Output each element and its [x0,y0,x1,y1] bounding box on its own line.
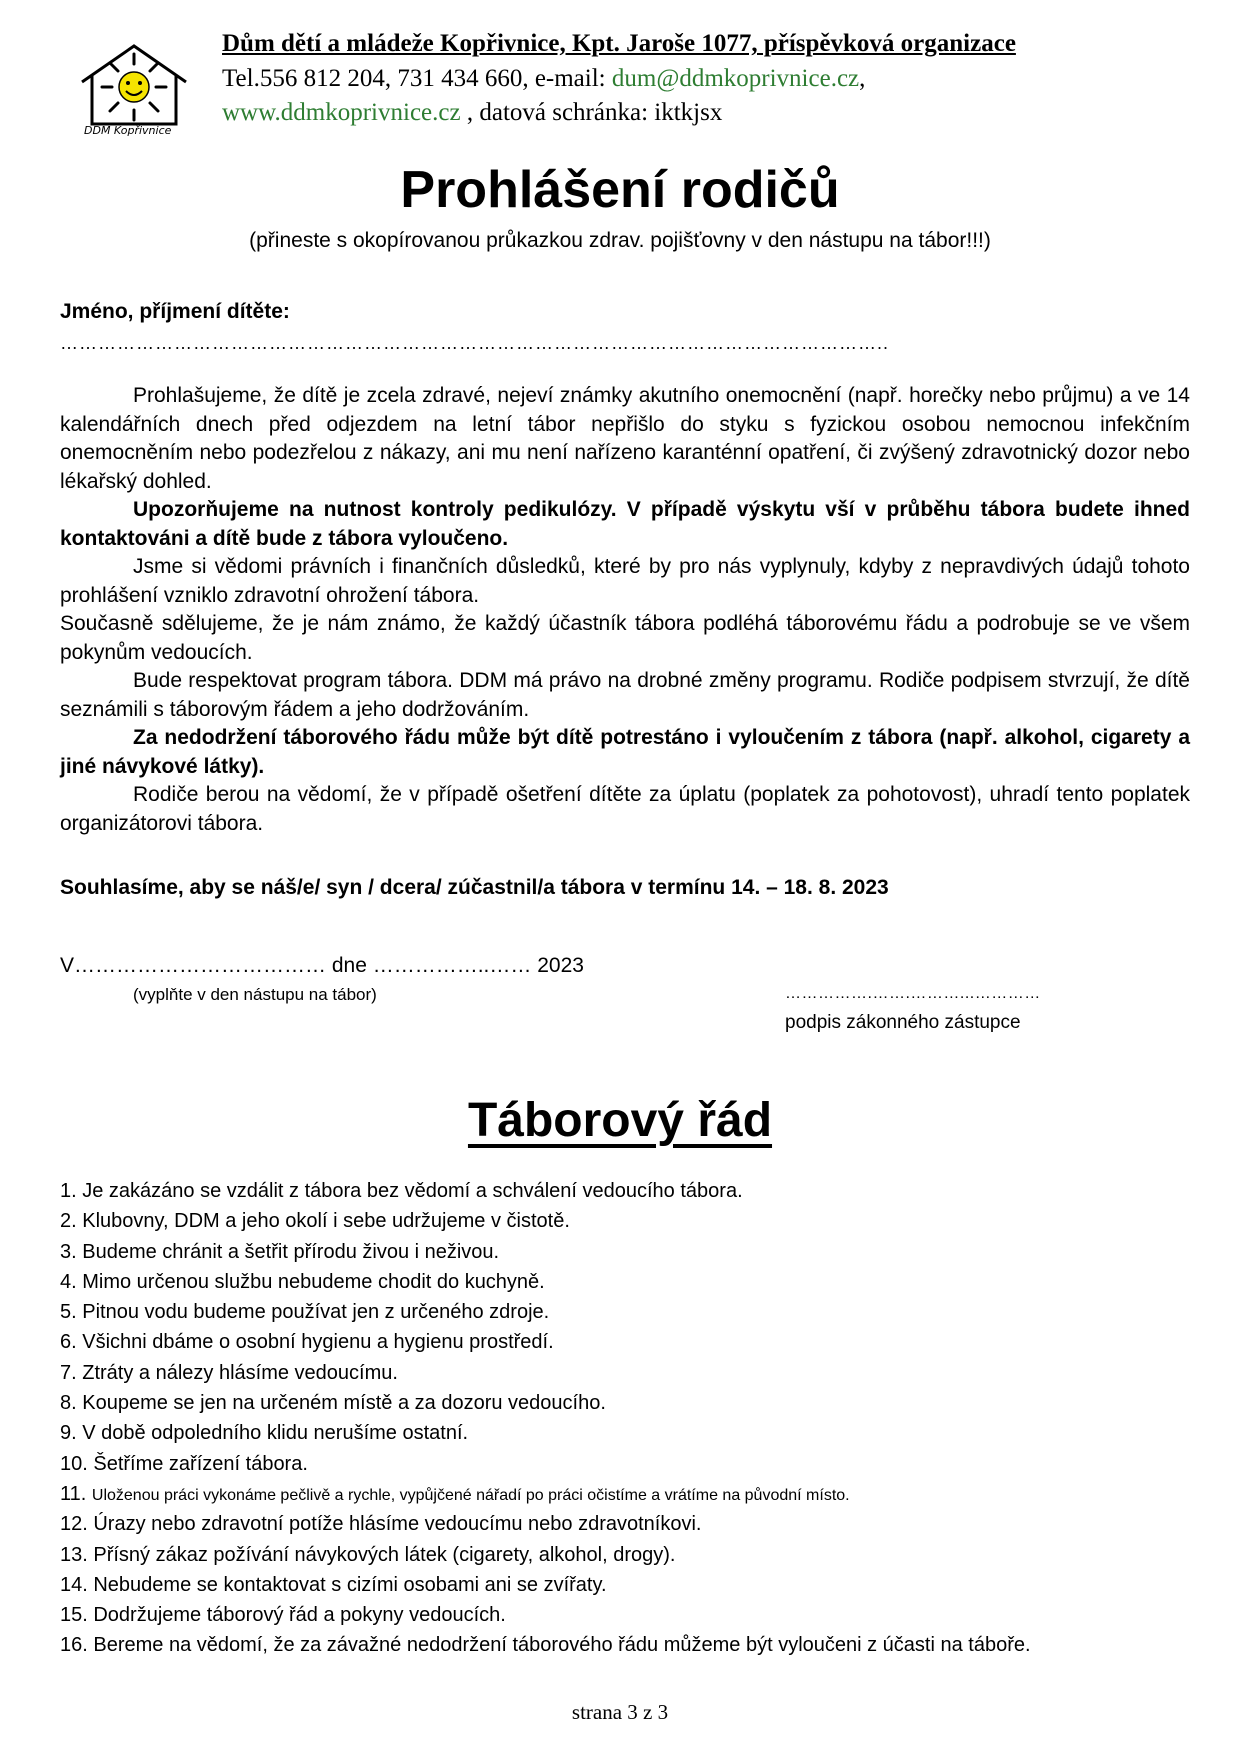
rule-item: 12. Úrazy nebo zdravotní potíže hlásíme vedoucímu nebo zdravotníkovi. [60,1513,702,1536]
rules-title [0,1093,1240,1148]
rule-item: 7. Ztráty a nálezy hlásíme vedoucímu. [60,1361,398,1384]
ddm-logo [72,40,196,144]
rule-item-11 [60,1479,1200,1509]
rule-item: 14. Nebudeme se kontaktovat s cizími osobami ani se zvířaty. [60,1573,607,1596]
rule-item: 9. V době odpoledního klidu nerušíme ostatní. [60,1422,469,1445]
paragraph-health: Prohlašujeme, že dítě je zcela zdravé, nejeví známky akutního onemocnění (např. horečky nebo průjmu) a ve 14 kalendářních dnech před odjezdem na letní tábor nepřišlo do styku s fyzickou osobou nemocnou infekčním onemocněním nebo podezřelou z nákazy, ani mu není nařízeno karanténní opatření, či zvýšený zdravotnický dozor nebo lékařský dohled. [60,384,1190,493]
rule-item: 13. Přísný zákaz požívání návykových látek (cigarety, alkohol, drogy). [60,1543,676,1566]
contact-comma: , [859,65,866,92]
paragraph-program: Bude respektovat program tábora. DDM má právo na drobné změny programu. Rodiče podpisem stvrzují, že dítě seznámili s táborovým řádem a jeho dodržováním. [60,669,1190,721]
logo-caption: DDM Kopřivnice [84,124,172,137]
child-name-label: Jméno, příjmení dítěte: [60,300,290,323]
paragraph-lice-warning: Upozorňujeme na nutnost kontroly pedikulózy. V případě výskytu vší v průběhu tábora budete ihned kontaktováni a dítě bude z tábora vyloučeno. [60,498,1190,550]
website-link[interactable]: www.ddmkoprivnice.cz [222,99,461,126]
data-box-text: , datová schránka: iktkjsx [460,99,723,126]
page-subtitle: (přineste s okopírovanou průkazkou zdrav. pojišťovny v den nástupu na tábor!!!) [249,229,991,252]
declaration-body [60,382,1190,838]
rules-title-text: Táborový řád [467,1094,773,1147]
rule-number: 11. [60,1482,87,1505]
paragraph-fees: Rodiče berou na vědomí, že v případě ošetření dítěte za úplatu (poplatek za pohotovost), uhradí tento poplatek organizátorovi tábora. [60,783,1190,835]
rule-item: 6. Všichni dbáme o osobní hygienu a hygienu prostředí. [60,1331,554,1354]
signature-label: podpis zákonného zástupce [785,1012,1021,1033]
paragraph-violation: Za nedodržení táborového řádu může být dítě potrestáno i vyloučením z tábora (např. alkohol, cigarety a jiné návykové látky). [60,726,1190,778]
paragraph-legal: Jsme si vědomi právních i finančních důsledků, které by pro nás vyplynuly, kdyby z nepravdivých údajů tohoto prohlášení vzniklo zdravotní ohrožení tábora. [60,555,1190,607]
rule-item: 4. Mimo určenou službu nebudeme chodit do kuchyně. [60,1270,545,1293]
rule-item: 3. Budeme chránit a šetřit přírodu živou i neživou. [60,1240,500,1263]
rule-item: 5. Pitnou vodu budeme používat jen z určeného zdroje. [60,1301,550,1324]
signature-field[interactable]: …………….…….………...………… [785,985,1041,1002]
consent-statement: Souhlasíme, aby se náš/e/ syn / dcera/ zúčastnil/a tábora v termínu 14. – 18. 8. 2023 [60,876,889,899]
rule-item: 2. Klubovny, DDM a jeho okolí i sebe udržujeme v čistotě. [60,1210,570,1233]
child-name-field[interactable]: ………………………………………………………………………………………………………………….. [60,333,890,353]
rule-text: Uloženou práci vykonáme pečlivě a rychle, vypůjčené nářadí po práci očistíme a vrátíme na původní místo. [91,1486,850,1504]
page-number: strana 3 z 3 [571,1700,669,1724]
rule-item: 16. Bereme na vědomí, že za závažné nedodržení táborového řádu můžeme být vyloučeni z účasti na táboře. [60,1634,1031,1657]
place-date-note: (vyplňte v den nástupu na tábor) [133,985,377,1004]
place-date-field[interactable]: V……………………………… dne ……………..…… 2023 [60,954,584,977]
phone-text: Tel.556 812 204, 731 434 660, e-mail: [222,65,612,92]
contact-line [222,65,865,93]
rule-item: 1. Je zakázáno se vzdálit z tábora bez vědomí a schválení vedoucího tábora. [60,1180,743,1202]
organization-name: Dům dětí a mládeže Kopřivnice, Kpt. Jaroše 1077, příspěvková organizace [222,30,1016,57]
rule-item: 8. Koupeme se jen na určeném místě a za dozoru vedoucího. [60,1392,606,1415]
paragraph-camp-rules: Současně sdělujeme, že je nám známo, že každý účastník tábora podléhá táborovému řádu a podrobuje se ve všem pokynům vedoucích. [60,612,1190,664]
website-line [222,99,722,127]
email-link[interactable]: dum@ddmkoprivnice.cz [611,65,860,92]
house-sun-logo-icon [72,40,196,130]
camp-rules-list [60,1176,1200,1661]
rule-item: 10. Šetříme zařízení tábora. [60,1452,308,1475]
page-title: Prohlášení rodičů [400,161,840,219]
rule-item: 15. Dodržujeme táborový řád a pokyny vedoucích. [60,1604,506,1627]
